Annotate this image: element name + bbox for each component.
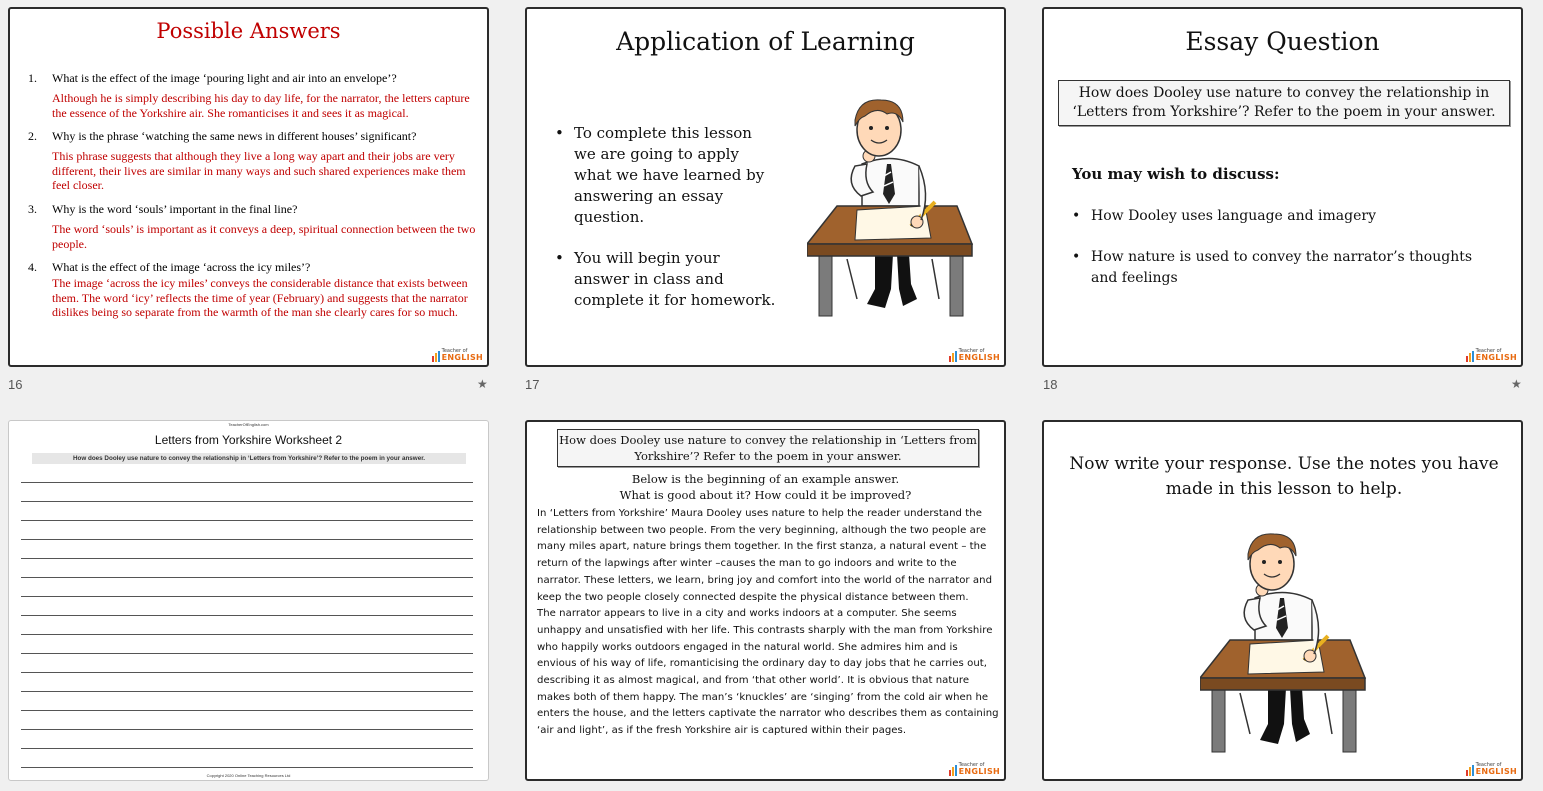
bullet-item: • To complete this lesson we are going to apply what we have learned by answering an essay question. [555,123,777,228]
star-icon[interactable]: ★ [477,377,488,391]
discuss-heading: You may wish to discuss: [1072,165,1280,183]
teacher-of-english-logo: Teacher of ENGLISH [949,763,1000,776]
bullet-list [1072,206,1502,289]
question-text: What is the effect of the image ‘across the icy miles’? [52,260,311,275]
answer-text: The word ‘souls’ is important as it conveys a deep, spiritual connection between the two people. [52,221,476,251]
teacher-of-english-logo: Teacher of ENGLISH [949,349,1000,362]
worksheet-prompt: How does Dooley use nature to convey the relationship in ‘Letters from Yorkshire’? Refer to the poem in your answer. [32,453,466,464]
answer-paragraph-2: The narrator appears to live in a city and works indoors at a computer. She seems unhappy and unsatisfied with her life. This contrasts sharply with the man from Yorkshire who happily works outdoors engaged in the natural world. She admires him and is envious of his way of life, romanticising the ordinary day to day jobs that he carries out, describing it as almost magical, and from ‘that other world’. It is obvious that nature makes both of them happy. The man’s ‘knuckles’ are ‘singing’ from the cold air when he enters the house, and the letters captivate the narrator who describes them as containing ‘air and light’, as if the fresh Yorkshire air is captured within their pages. [537,608,999,737]
slide-17-thumbnail[interactable] [525,7,1006,367]
answer-text: Although he is simply describing his day to day life, for the narrator, the letters capture the essence of the Yorkshire air. She romanticises it and sees it as magical. [52,91,470,120]
slide-title: Essay Question [1185,27,1380,56]
slide-title: Possible Answers [156,19,341,43]
student-at-desk-illustration [1200,526,1370,756]
list-item: 3. Why is the word ‘souls’ important in the final line? The word ‘souls’ is important as it conveys a deep, spiritual connection between the two people. [28,202,478,251]
slide-21-thumbnail[interactable] [1042,420,1523,781]
worksheet-copyright: Copyright 2020 Online Teaching Resources Ltd [206,773,291,778]
question-text: Why is the phrase ‘watching the same news in different houses’ significant? [52,129,417,144]
slide-20-thumbnail[interactable] [525,420,1006,781]
list-item: 4. What is the effect of the image ‘across the icy miles’? The image ‘across the icy miles’ conveys the considerable distance that exists between them. The word ‘icy’ reflects the time of year (February) and suggests that the narrator dislikes being so separate from the warmth of the man she clearly cares for so much. [28,260,478,320]
bullet-list [555,123,777,311]
slide-number: 18 [1043,377,1058,392]
teacher-of-english-logo: Teacher of ENGLISH [1466,349,1517,362]
worksheet-site: TeacherOfEnglish.com [228,422,269,427]
slide-16-thumbnail[interactable] [8,7,489,367]
answer-paragraph-1: In ‘Letters from Yorkshire’ Maura Dooley uses nature to help the reader understand the relationship between two people. From the very beginning, although the two people are many miles apart, nature brings them together. In the first stanza, a natural event – the return of the lapwings after winter –causes the man to go indoors and write to the narrator. These letters, we learn, bring joy and comfort into the world of the narrator and keep the two people closely connected despite the physical distance between them. [537,508,993,603]
star-icon[interactable]: ★ [1511,377,1522,391]
slide-number: 17 [525,377,540,392]
list-item: 2. Why is the phrase ‘watching the same news in different houses’ significant? This phrase suggests that although they live a long way apart and their jobs are very different, their lives are similar in many ways and such shared experiences make them feel closer. [28,129,478,193]
question-text: What is the effect of the image ‘pouring light and air into an envelope’? [52,71,397,85]
slide-text: Now write your response. Use the notes you have made in this lesson to help. [1069,454,1499,499]
bullet-item: • How Dooley uses language and imagery [1072,206,1502,227]
bullet-item: • You will begin your answer in class and complete it for homework. [555,248,777,311]
slide-19-thumbnail[interactable] [8,420,489,781]
question-text: Why is the word ‘souls’ important in the final line? [52,201,298,216]
worksheet-title: Letters from Yorkshire Worksheet 2 [154,433,343,447]
teacher-of-english-logo: Teacher of ENGLISH [432,349,483,362]
intro-line-1: Below is the beginning of an example answer. [631,472,900,486]
slide-number: 16 [8,377,23,392]
student-at-desk-illustration [807,94,977,319]
intro-line-2: What is good about it? How could it be improved? [619,488,912,502]
answers-list [28,71,478,329]
teacher-of-english-logo: Teacher of ENGLISH [1466,763,1517,776]
answer-text: The image ‘across the icy miles’ conveys the considerable distance that exists between them. The word ‘icy’ reflects the time of year (February) and suggests that the narrator dislikes being so separate from the warmth of the man she clearly cares for so much. [52,276,468,320]
essay-question-box: How does Dooley use nature to convey the relationship in ‘Letters from Yorkshire’? Refer to the poem in your answer. [1058,80,1510,126]
essay-question-box: How does Dooley use nature to convey the relationship in ‘Letters from Yorkshire’? Refer to the poem in your answer. [557,429,979,467]
list-item: 1. What is the effect of the image ‘pouring light and air into an envelope’? Although he is simply describing his day to day life, for the narrator, the letters capture the essence of the Yorkshire air. She romanticises it and sees it as magical. [28,71,478,120]
bullet-item: • How nature is used to convey the narrator’s thoughts and feelings [1072,247,1502,289]
slide-title: Application of Learning [616,27,915,56]
slide-18-thumbnail[interactable] [1042,7,1523,367]
example-answer-text [537,506,999,740]
answer-text: This phrase suggests that although they live a long way apart and their jobs are very different, their lives are similar in many ways and such shared experiences make them feel closer. [52,149,466,193]
